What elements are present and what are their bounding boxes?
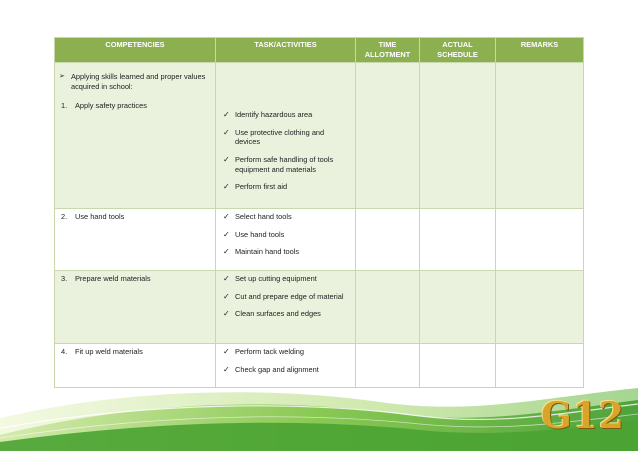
checkmark-icon: ✓ xyxy=(223,309,230,319)
checkmark-icon: ✓ xyxy=(223,154,230,164)
competency-number: 4. xyxy=(61,347,68,357)
header-actual-schedule: ACTUAL SCHEDULE xyxy=(420,38,496,63)
task-item: ✓ Identify hazardous area xyxy=(220,110,351,120)
checkmark-icon: ✓ xyxy=(223,229,230,239)
task-item: ✓ Select hand tools xyxy=(220,212,351,222)
task-item: ✓ Perform tack welding xyxy=(220,347,351,357)
checkmark-icon: ✓ xyxy=(223,182,230,192)
competency-table xyxy=(54,37,584,388)
competency-line xyxy=(59,274,211,284)
g12-logo: G12 xyxy=(541,395,625,437)
task-item: ✓ Use protective clothing and devices xyxy=(220,128,351,147)
task-item: ✓ Use hand tools xyxy=(220,230,351,240)
checkmark-icon: ✓ xyxy=(223,274,230,284)
competency-cell xyxy=(55,271,216,344)
tasks-cell xyxy=(216,63,356,209)
checkmark-icon: ✓ xyxy=(223,110,230,120)
checkmark-icon: ✓ xyxy=(223,347,230,357)
checkmark-icon: ✓ xyxy=(223,127,230,137)
task-item: ✓ Cut and prepare edge of material xyxy=(220,292,351,302)
remarks-cell xyxy=(496,209,584,271)
time-allotment-cell xyxy=(356,63,420,209)
competency-cell xyxy=(55,63,216,209)
arrow-bullet-icon: ➢ xyxy=(59,73,65,81)
competency-text: Use hand tools xyxy=(75,212,125,222)
competency-line xyxy=(59,101,211,111)
intro-line xyxy=(59,72,211,91)
task-item: ✓ Clean surfaces and edges xyxy=(220,309,351,319)
task-list xyxy=(220,110,351,192)
checkmark-icon: ✓ xyxy=(223,212,230,222)
remarks-cell xyxy=(496,63,584,209)
competency-line xyxy=(59,347,211,357)
competency-text: Apply safety practices xyxy=(75,101,147,111)
actual-schedule-cell xyxy=(420,271,496,344)
tasks-cell xyxy=(216,209,356,271)
competency-text: Fit up weld materials xyxy=(75,347,143,357)
task-item: ✓ Check gap and alignment xyxy=(220,365,351,375)
task-list xyxy=(220,274,351,319)
time-allotment-cell xyxy=(356,271,420,344)
remarks-cell xyxy=(496,271,584,344)
checkmark-icon: ✓ xyxy=(223,364,230,374)
intro-text: Applying skills learned and proper values acquired in school: xyxy=(71,72,206,91)
table-row xyxy=(55,63,584,209)
task-item: ✓ Perform first aid xyxy=(220,182,351,192)
tasks-cell xyxy=(216,271,356,344)
table-row xyxy=(55,271,584,344)
table-header-row xyxy=(55,38,584,63)
task-item: ✓ Set up cutting equipment xyxy=(220,274,351,284)
competency-number: 3. xyxy=(61,274,68,284)
table-row xyxy=(55,209,584,271)
task-item: ✓ Perform safe handling of tools equipment and materials xyxy=(220,155,351,174)
competency-text: Prepare weld materials xyxy=(75,274,151,284)
actual-schedule-cell xyxy=(420,209,496,271)
checkmark-icon: ✓ xyxy=(223,291,230,301)
header-remarks: REMARKS xyxy=(496,38,584,63)
header-competencies: COMPETENCIES xyxy=(55,38,216,63)
header-tasks: TASK/ACTIVITIES xyxy=(216,38,356,63)
task-item: ✓ Maintain hand tools xyxy=(220,247,351,257)
header-time-allotment: TIME ALLOTMENT xyxy=(356,38,420,63)
task-list xyxy=(220,347,351,374)
time-allotment-cell xyxy=(356,209,420,271)
competency-cell xyxy=(55,209,216,271)
checkmark-icon: ✓ xyxy=(223,247,230,257)
competency-number: 1. xyxy=(61,101,68,111)
competency-table-container xyxy=(54,37,583,388)
task-list xyxy=(220,212,351,257)
actual-schedule-cell xyxy=(420,63,496,209)
competency-line xyxy=(59,212,211,222)
competency-number: 2. xyxy=(61,212,68,222)
